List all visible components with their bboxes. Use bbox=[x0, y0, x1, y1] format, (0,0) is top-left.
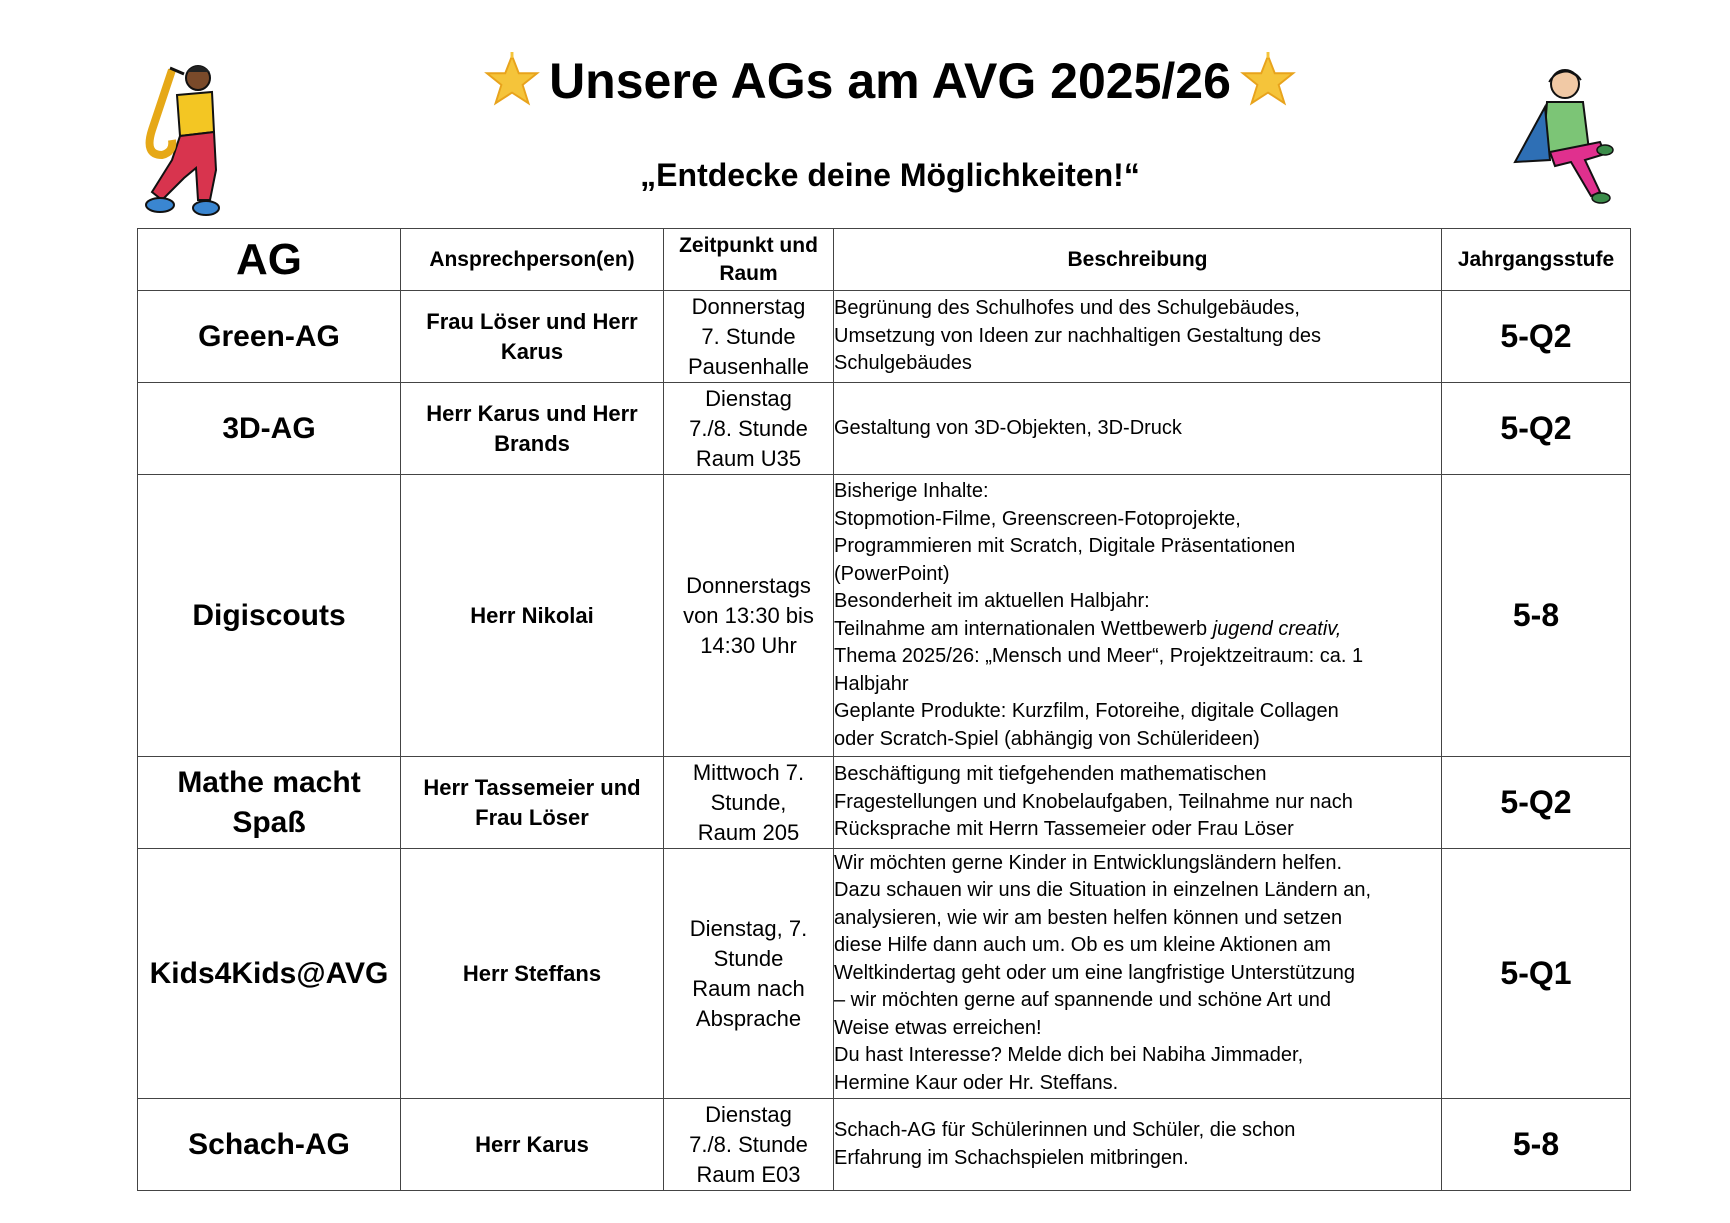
contact-persons: Herr Karus bbox=[401, 1099, 664, 1191]
competition-name: jugend creativ, bbox=[1212, 617, 1342, 640]
contact-persons: Herr Steffans bbox=[401, 849, 664, 1099]
ag-name: 3D-AG bbox=[138, 383, 401, 475]
column-header-ag: AG bbox=[138, 229, 401, 291]
saxophone-player-illustration bbox=[132, 60, 227, 225]
ag-name: Mathe macht Spaß bbox=[138, 757, 401, 849]
grade-level: 5-8 bbox=[1442, 475, 1631, 757]
star-icon bbox=[1239, 52, 1297, 110]
contact-persons: Herr Nikolai bbox=[401, 475, 664, 757]
contact-persons: Frau Löser und Herr Karus bbox=[401, 291, 664, 383]
time-room: Donnerstag 7. Stunde Pausenhalle bbox=[664, 291, 834, 383]
table-row bbox=[138, 849, 1631, 1099]
ag-name: Digiscouts bbox=[138, 475, 401, 757]
time-room: Mittwoch 7. Stunde, Raum 205 bbox=[664, 757, 834, 849]
description: Begrünung des Schulhofes und des Schulgebäudes, Umsetzung von Ideen zur nachhaltigen Gestaltung des Schulgebäudes bbox=[834, 291, 1442, 383]
column-header-description: Beschreibung bbox=[834, 229, 1442, 291]
page-subtitle: „Entdecke deine Möglichkeiten!“ bbox=[640, 157, 1140, 193]
ag-name: Schach-AG bbox=[138, 1099, 401, 1191]
ag-name: Kids4Kids@AVG bbox=[138, 849, 401, 1099]
page-title bbox=[440, 52, 1340, 110]
star-icon bbox=[483, 52, 541, 110]
column-header-contact: Ansprechperson(en) bbox=[401, 229, 664, 291]
column-header-grade: Jahrgangsstufe bbox=[1442, 229, 1631, 291]
description: Bisherige Inhalte: Stopmotion-Filme, Greenscreen-Fotoprojekte, Programmieren mit Scratch, Digitale Präsentationen (PowerPoint) Besonderheit im aktuellen Halbjahr: Teilnahme am internationalen Wettbewerb jugend creativ, Thema 2025/26: „Mensch und Meer“, Projektzeitraum: ca. 1 Halbjahr Geplante Produkte: Kurzfilm, Fotoreihe, digitale Collagen oder Scratch-Spiel (abhängig von Schülerideen) bbox=[834, 475, 1442, 757]
description: Schach-AG für Schülerinnen und Schüler, die schon Erfahrung im Schachspielen mitbringen. bbox=[834, 1099, 1442, 1191]
description: Wir möchten gerne Kinder in Entwicklungsländern helfen. Dazu schauen wir uns die Situation in einzelnen Ländern an, analysieren, wie wir am besten helfen können und setzen diese Hilfe dann auch um. Ob es um kleine Aktionen am Weltkindertag geht oder um eine langfristige Unterstützung – wir möchten gerne auf spannende und schöne Art und Weise etwas erreichen! Du hast Interesse? Melde dich bei Nabiha Jimmader, Hermine Kaur oder Hr. Steffans. bbox=[834, 849, 1442, 1099]
description: Beschäftigung mit tiefgehenden mathematischen Fragestellungen und Knobelaufgaben, Teilnahme nur nach Rücksprache mit Herrn Tassemeier oder Frau Löser bbox=[834, 757, 1442, 849]
time-room: Dienstag 7./8. Stunde Raum E03 bbox=[664, 1099, 834, 1191]
time-room: Donnerstags von 13:30 bis 14:30 Uhr bbox=[664, 475, 834, 757]
grade-level: 5-Q2 bbox=[1442, 291, 1631, 383]
table-row bbox=[138, 383, 1631, 475]
description: Gestaltung von 3D-Objekten, 3D-Druck bbox=[834, 383, 1442, 475]
table-header-row bbox=[138, 229, 1631, 291]
table-row bbox=[138, 757, 1631, 849]
contact-persons: Herr Tassemeier und Frau Löser bbox=[401, 757, 664, 849]
table-row bbox=[138, 291, 1631, 383]
title-text: Unsere AGs am AVG 2025/26 bbox=[549, 53, 1231, 109]
table-row bbox=[138, 475, 1631, 757]
sitting-girl-illustration bbox=[1505, 62, 1625, 212]
ag-name: Green-AG bbox=[138, 291, 401, 383]
grade-level: 5-Q2 bbox=[1442, 757, 1631, 849]
time-room: Dienstag, 7. Stunde Raum nach Absprache bbox=[664, 849, 834, 1099]
table-row bbox=[138, 1099, 1631, 1191]
grade-level: 5-Q1 bbox=[1442, 849, 1631, 1099]
grade-level: 5-Q2 bbox=[1442, 383, 1631, 475]
contact-persons: Herr Karus und Herr Brands bbox=[401, 383, 664, 475]
ag-table bbox=[137, 228, 1631, 1191]
time-room: Dienstag 7./8. Stunde Raum U35 bbox=[664, 383, 834, 475]
column-header-time-room: Zeitpunkt und Raum bbox=[664, 229, 834, 291]
grade-level: 5-8 bbox=[1442, 1099, 1631, 1191]
